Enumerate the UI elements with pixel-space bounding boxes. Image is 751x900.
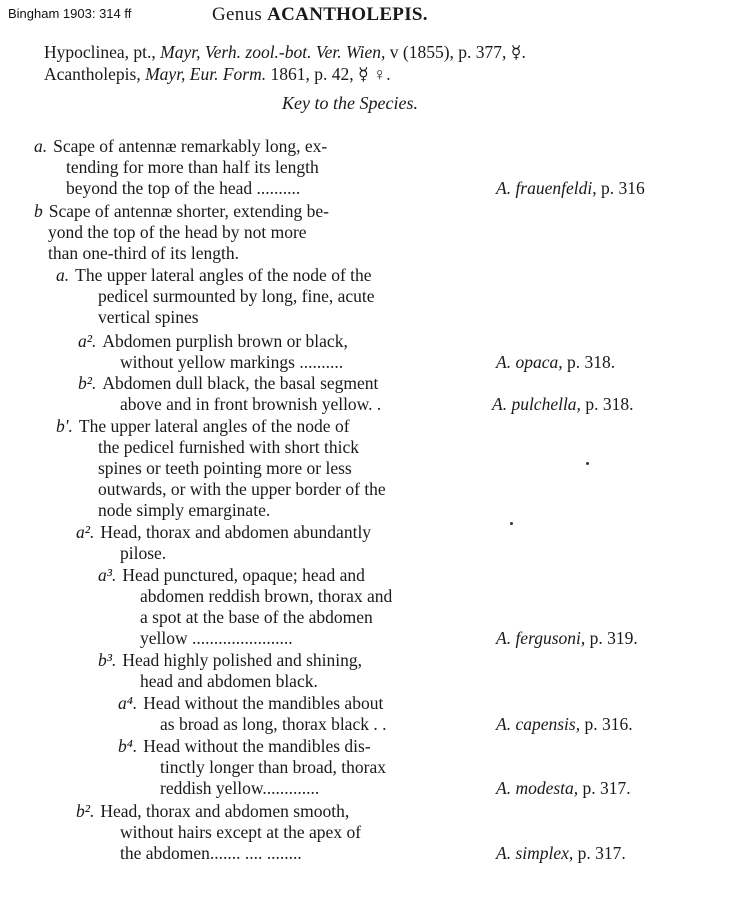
key-line-text: as broad as long, thorax black . . [160, 714, 387, 734]
key-line [34, 201, 329, 222]
synonym-line [44, 42, 526, 63]
key-line [98, 307, 199, 328]
synonym-suffix: v (1855), p. 377, ☿. [385, 42, 526, 62]
species-reference [496, 843, 626, 864]
key-line-text: The upper lateral angles of the node of [78, 416, 350, 436]
key-line [120, 822, 361, 843]
key-line [34, 136, 327, 157]
species-reference [496, 352, 615, 373]
key-heading: Key to the Species. [282, 93, 418, 113]
key-line-text: a spot at the base of the abdomen [140, 607, 373, 627]
key-line-mark: b³. [98, 650, 117, 670]
species-reference [496, 628, 638, 649]
synonym-line [44, 64, 391, 85]
key-line-text: the pedicel furnished with short thick [98, 437, 359, 457]
key-line-text: spines or teeth pointing more or less [98, 458, 352, 478]
speck [510, 522, 513, 525]
key-line [56, 416, 350, 437]
key-line [160, 714, 386, 735]
key-line-text: head and abdomen black. [140, 671, 318, 691]
key-line-text: above and in front brownish yellow. . [120, 394, 382, 414]
key-line-text: abdomen reddish brown, thorax and [140, 586, 393, 606]
key-line [120, 843, 302, 864]
title-genus-name: ACANTHOLEPIS. [267, 4, 428, 25]
key-line-text: beyond the top of the head .......... [66, 178, 301, 198]
key-line [66, 178, 300, 199]
key-line-text: the abdomen....... .... ........ [120, 843, 302, 863]
title-genus-word: Genus [212, 4, 263, 25]
species-name: A. opaca, [496, 352, 563, 372]
species-page: p. 316 [596, 178, 645, 198]
synonym-prefix: Acantholepis, [44, 64, 146, 84]
key-line [76, 801, 349, 822]
key-line-text: Head without the mandibles about [143, 693, 384, 713]
key-line [56, 265, 372, 286]
key-line-text: reddish yellow............. [160, 778, 320, 798]
key-line [120, 394, 381, 415]
synonym-prefix: Hypoclinea, pt., [44, 42, 161, 62]
key-line-mark: a. [56, 265, 70, 285]
species-page: p. 317. [573, 843, 626, 863]
key-line-mark: a³. [98, 565, 117, 585]
species-name: A. fergusoni, [496, 628, 586, 648]
synonym-author: Mayr, Eur. Form. [145, 64, 267, 84]
key-line-mark: b². [76, 801, 95, 821]
key-line-text: tending for more than half its length [66, 157, 319, 177]
key-line [160, 778, 319, 799]
species-name: A. simplex, [496, 843, 574, 863]
key-line [66, 157, 319, 178]
key-line [118, 736, 371, 757]
key-line-text: Scape of antennæ shorter, extending be- [48, 201, 329, 221]
species-name: A. capensis, [496, 714, 581, 734]
key-line [118, 693, 383, 714]
key-line-text: Head highly polished and shining, [122, 650, 363, 670]
key-line-text: Head punctured, opaque; head and [122, 565, 365, 585]
synonym-author: Mayr, Verh. zool.-bot. Ver. Wien, [160, 42, 386, 62]
key-line [78, 331, 348, 352]
key-line [48, 222, 307, 243]
species-page: p. 319. [585, 628, 638, 648]
key-line [98, 565, 365, 586]
key-line-mark: b². [78, 373, 97, 393]
key-line [140, 671, 318, 692]
species-reference [492, 394, 633, 415]
species-page: p. 318. [580, 394, 634, 414]
key-line-mark: b⁴. [118, 736, 138, 756]
key-line [140, 586, 392, 607]
species-page: p. 317. [578, 778, 631, 798]
key-line-text: pedicel surmounted by long, fine, acute [98, 286, 375, 306]
key-line-mark: b [34, 201, 43, 221]
key-line [48, 243, 239, 264]
species-page: p. 318. [562, 352, 616, 372]
key-line [76, 522, 371, 543]
key-line [160, 757, 386, 778]
key-line-text: pilose. [120, 543, 167, 563]
key-line-text: without yellow markings .......... [120, 352, 344, 372]
key-line-text: yellow ....................... [140, 628, 293, 648]
source-label: Bingham 1903: 314 ff [8, 6, 132, 21]
key-line [98, 650, 362, 671]
key-line-text: without hairs except at the apex of [120, 822, 362, 842]
key-line [120, 352, 343, 373]
species-reference [496, 714, 633, 735]
key-line [98, 500, 270, 521]
key-line-mark: a². [78, 331, 97, 351]
synonym-suffix: 1861, p. 42, ☿ ♀. [266, 64, 391, 84]
key-line-text: Head, thorax and abdomen abundantly [100, 522, 372, 542]
key-line-text: Scape of antennæ remarkably long, ex- [53, 136, 328, 156]
key-line-text: than one-third of its length. [48, 243, 240, 263]
key-line-text: tinctly longer than broad, thorax [160, 757, 386, 777]
species-name: A. frauenfeldi, [496, 178, 597, 198]
key-line-text: node simply emarginate. [98, 500, 271, 520]
page-title [212, 4, 428, 26]
key-line [98, 437, 359, 458]
species-reference [496, 778, 631, 799]
species-reference [496, 178, 645, 199]
key-line [98, 458, 352, 479]
key-line [140, 607, 373, 628]
species-page: p. 316. [580, 714, 633, 734]
speck [586, 462, 589, 465]
key-line [98, 286, 375, 307]
key-line [78, 373, 378, 394]
key-line-text: The upper lateral angles of the node of the [75, 265, 372, 285]
key-line-mark: a. [34, 136, 48, 156]
key-line [140, 628, 293, 649]
key-line-text: Head without the mandibles dis- [143, 736, 371, 756]
key-line-mark: a⁴. [118, 693, 138, 713]
key-line-mark: b'. [56, 416, 73, 436]
species-name: A. modesta, [496, 778, 579, 798]
species-name: A. pulchella, [492, 394, 581, 414]
key-line [98, 479, 386, 500]
key-line-text: yond the top of the head by not more [48, 222, 307, 242]
key-line-mark: a². [76, 522, 95, 542]
key-line [120, 543, 166, 564]
key-line-text: vertical spines [98, 307, 199, 327]
key-line-text: Abdomen purplish brown or black, [102, 331, 348, 351]
key-line-text: outwards, or with the upper border of the [98, 479, 386, 499]
key-line-text: Head, thorax and abdomen smooth, [100, 801, 350, 821]
key-line-text: Abdomen dull black, the basal segment [102, 373, 379, 393]
